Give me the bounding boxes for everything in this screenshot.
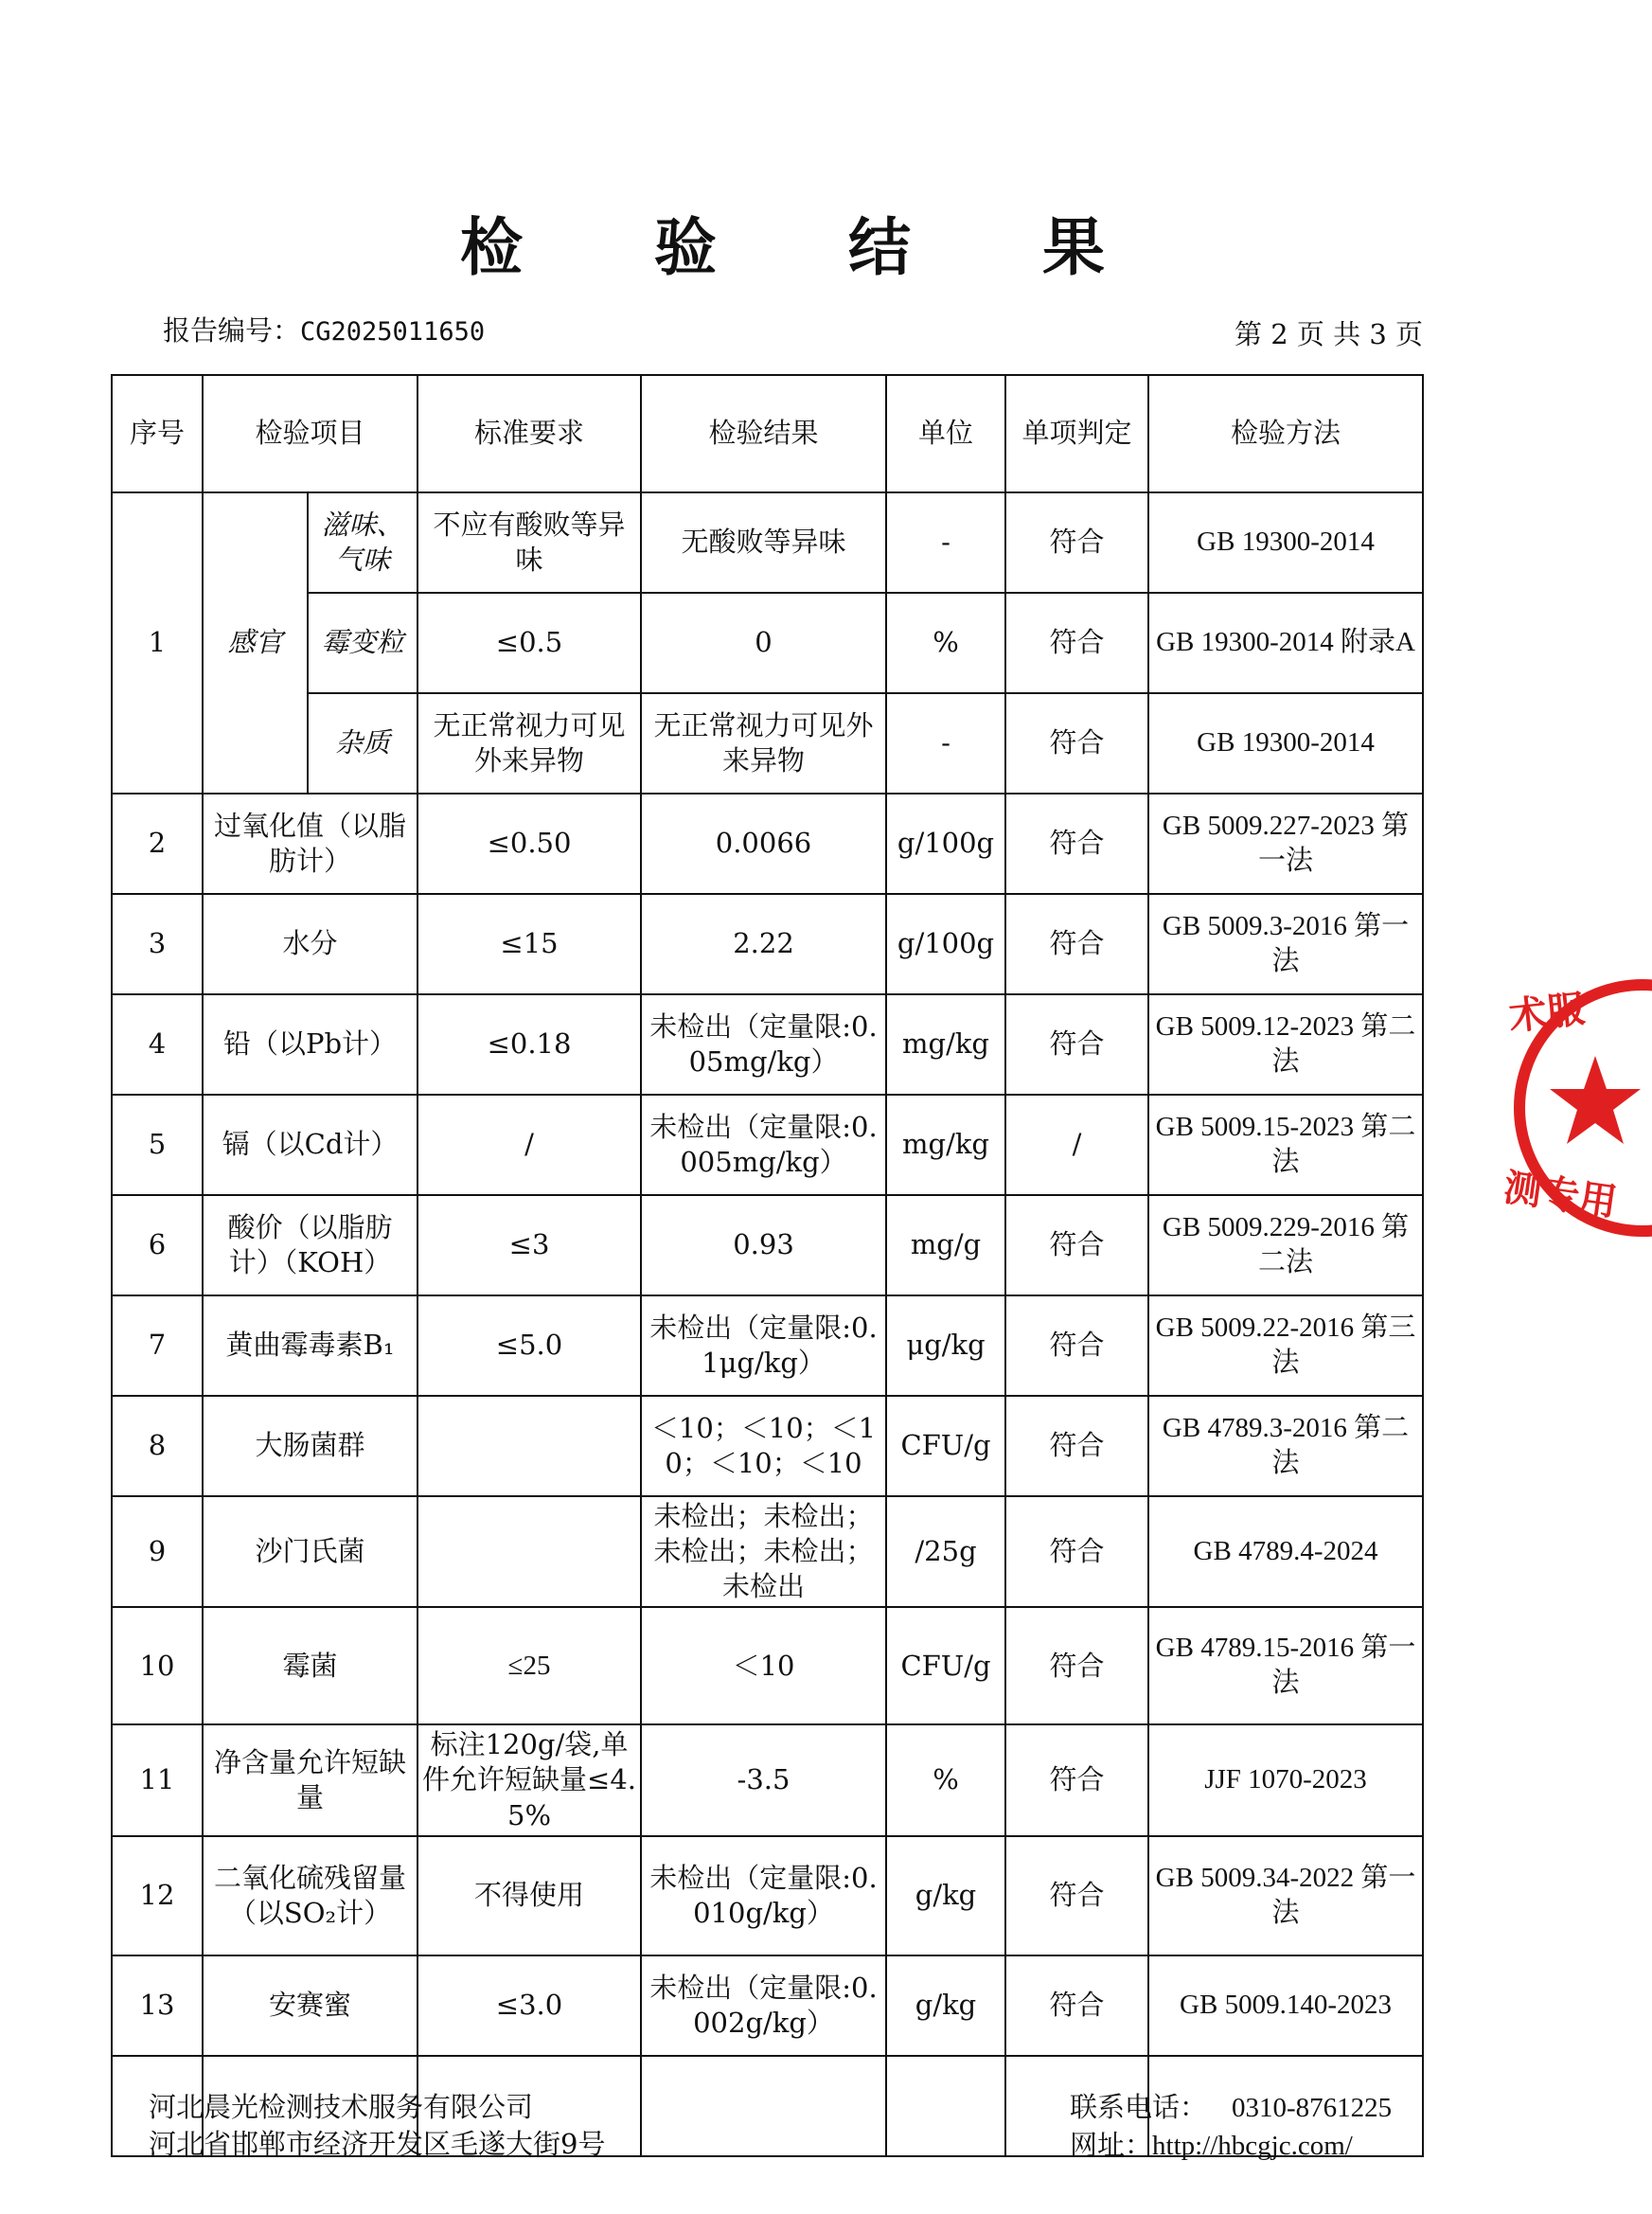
judgement: 符合: [1005, 1724, 1148, 1835]
row-no: 4: [112, 994, 203, 1095]
unit: g/100g: [886, 894, 1005, 994]
sub-item: 滋味、气味: [308, 492, 417, 593]
judgement: 符合: [1005, 894, 1148, 994]
result: 2.22: [641, 894, 886, 994]
report-number-value: CG2025011650: [300, 317, 486, 347]
table-row: [112, 1607, 1423, 1724]
item: [203, 1396, 417, 1496]
table-row: [112, 1955, 1423, 2056]
judgement: 符合: [1005, 593, 1148, 693]
result: 未检出（定量限:0.1μg/kg）: [641, 1295, 886, 1396]
footer-phone-label: 联系电话：: [1070, 2091, 1208, 2123]
unit: mg/kg: [886, 1095, 1005, 1195]
requirement: ≤0.5: [417, 593, 641, 693]
result: 0: [641, 593, 886, 693]
judgement: 符合: [1005, 794, 1148, 894]
method: GB 19300-2014: [1148, 693, 1423, 794]
item: 铅（以Pb计）: [203, 994, 417, 1095]
requirement: 不得使用: [417, 1836, 641, 1955]
seal-stamp: [1501, 966, 1652, 1250]
row-no: 8: [112, 1396, 203, 1496]
requirement: ≤5.0: [417, 1295, 641, 1396]
requirement: ≤3: [417, 1195, 641, 1295]
unit: CFU/g: [886, 1607, 1005, 1724]
unit: -: [886, 693, 1005, 794]
seal-text-bottom: 测专用: [1501, 1166, 1620, 1225]
item: 过氧化值（以脂肪计）: [203, 794, 417, 894]
judgement: 符合: [1005, 1955, 1148, 2056]
header-item: 检验项目: [203, 375, 417, 492]
result: 未检出（定量限:0.05mg/kg）: [641, 994, 886, 1095]
header-judgement: 单项判定: [1005, 375, 1148, 492]
requirement: ≤25: [417, 1607, 641, 1724]
unit: %: [886, 593, 1005, 693]
result: 未检出（定量限:0.005mg/kg）: [641, 1095, 886, 1195]
table-row: [112, 794, 1423, 894]
table-header-row: [112, 375, 1423, 492]
item: 安赛蜜: [203, 1955, 417, 2056]
unit: g/100g: [886, 794, 1005, 894]
header-no: 序号: [112, 375, 203, 492]
table-row: [112, 894, 1423, 994]
row-no: 3: [112, 894, 203, 994]
row-no: 6: [112, 1195, 203, 1295]
result: ＜10: [641, 1607, 886, 1724]
item: 黄曲霉毒素B₁: [203, 1295, 417, 1396]
table-row: [112, 593, 1423, 693]
table-row: [112, 994, 1423, 1095]
judgement: 符合: [1005, 1836, 1148, 1955]
method: GB 4789.3-2016 第二法: [1148, 1396, 1423, 1496]
result: [641, 2056, 886, 2156]
judgement: 符合: [1005, 994, 1148, 1095]
row-no: 7: [112, 1295, 203, 1396]
requirement: /: [417, 1095, 641, 1195]
header-unit: 单位: [886, 375, 1005, 492]
judgement: /: [1005, 1095, 1148, 1195]
requirement: ≤3.0: [417, 1955, 641, 2056]
unit: mg/kg: [886, 994, 1005, 1095]
requirement: [417, 1396, 641, 1496]
footer-web-label: 网址：: [1070, 2129, 1153, 2162]
unit: g/kg: [886, 1955, 1005, 2056]
method: GB 5009.229-2016 第二法: [1148, 1195, 1423, 1295]
requirement: 标注120g/袋,单件允许短缺量≤4.5%: [417, 1724, 641, 1835]
result: -3.5: [641, 1724, 886, 1835]
method: GB 4789.4-2024: [1148, 1496, 1423, 1607]
requirement: ≤0.18: [417, 994, 641, 1095]
results-table: [111, 374, 1424, 2157]
table-row: [112, 1295, 1423, 1396]
unit: [886, 2056, 1005, 2156]
requirement: 无正常视力可见外来异物: [417, 693, 641, 794]
item: 酸价（以脂肪计）（KOH）: [203, 1195, 417, 1295]
report-number-label: 报告编号：: [163, 314, 301, 347]
row-no: 9: [112, 1496, 203, 1607]
item: 镉（以Cd计）: [203, 1095, 417, 1195]
result: 0.93: [641, 1195, 886, 1295]
item-text: 大肠菌群: [255, 1429, 365, 1462]
unit: -: [886, 492, 1005, 593]
item: 沙门氏菌: [203, 1496, 417, 1607]
seal-text-top: 术服: [1506, 988, 1588, 1040]
unit: %: [886, 1724, 1005, 1835]
row-no: 2: [112, 794, 203, 894]
item: 霉菌: [203, 1607, 417, 1724]
row-no: 11: [112, 1724, 203, 1835]
row-no: 12: [112, 1836, 203, 1955]
page-info: 第 2 页 共 3 页: [1235, 318, 1423, 350]
result: 未检出（定量限:0.010g/kg）: [641, 1836, 886, 1955]
group-name: 感官: [203, 492, 308, 794]
footer-web-line: [1070, 2127, 1392, 2165]
header-requirement: 标准要求: [417, 375, 641, 492]
result: 无酸败等异味: [641, 492, 886, 593]
result: 无正常视力可见外来异物: [641, 693, 886, 794]
judgement: 符合: [1005, 1295, 1148, 1396]
item: 净含量允许短缺量: [203, 1724, 417, 1835]
table-row: [112, 1396, 1423, 1496]
result: 未检出；未检出；未检出；未检出；未检出: [641, 1496, 886, 1607]
item: 水分: [203, 894, 417, 994]
row-no: 13: [112, 1955, 203, 2056]
method: GB 5009.227-2023 第一法: [1148, 794, 1423, 894]
table-row: [112, 693, 1423, 794]
method: GB 5009.34-2022 第一法: [1148, 1836, 1423, 1955]
footer-contact-block: [1070, 2089, 1392, 2165]
sub-item: 杂质: [308, 693, 417, 794]
requirement: 不应有酸败等异味: [417, 492, 641, 593]
sub-item: 霉变粒: [308, 593, 417, 693]
table-row: [112, 1836, 1423, 1955]
judgement: 符合: [1005, 1195, 1148, 1295]
method: GB 19300-2014 附录A: [1148, 593, 1423, 693]
header-method: 检验方法: [1148, 375, 1423, 492]
footer-company-block: [149, 2089, 605, 2163]
item: 二氧化硫残留量（以SO₂计）: [203, 1836, 417, 1955]
result: ＜10；＜10；＜10；＜10；＜10: [641, 1396, 886, 1496]
table-row: [112, 1095, 1423, 1195]
method: GB 5009.3-2016 第一法: [1148, 894, 1423, 994]
page-title: 检 验 结 果: [460, 210, 1160, 284]
method: GB 5009.15-2023 第二法: [1148, 1095, 1423, 1195]
method: GB 4789.15-2016 第一法: [1148, 1607, 1423, 1724]
seal-star-icon: [1550, 1056, 1641, 1144]
row-no: 10: [112, 1607, 203, 1724]
judgement: 符合: [1005, 1496, 1148, 1607]
method: GB 5009.22-2016 第三法: [1148, 1295, 1423, 1396]
report-number: [163, 310, 485, 348]
header-result: 检验结果: [641, 375, 886, 492]
judgement: 符合: [1005, 693, 1148, 794]
footer-address: 河北省邯郸市经济开发区毛遂大街9号: [149, 2128, 606, 2161]
judgement: 符合: [1005, 492, 1148, 593]
table-row: [112, 1195, 1423, 1295]
result: 0.0066: [641, 794, 886, 894]
footer-company: 河北晨光检测技术服务有限公司: [149, 2091, 534, 2123]
judgement: 符合: [1005, 1607, 1148, 1724]
footer-web: http://hbcgjc.com/: [1152, 2131, 1353, 2162]
requirement: [417, 1496, 641, 1607]
row-no: 1: [112, 492, 203, 794]
footer-phone-line: [1070, 2089, 1392, 2127]
unit: mg/g: [886, 1195, 1005, 1295]
unit: μg/kg: [886, 1295, 1005, 1396]
footer-phone: 0310-8761225: [1232, 2093, 1393, 2123]
result: 未检出（定量限:0.002g/kg）: [641, 1955, 886, 2056]
unit: /25g: [886, 1496, 1005, 1607]
table-row: [112, 492, 1423, 593]
method: GB 5009.140-2023: [1148, 1955, 1423, 2056]
table-row: [112, 1496, 1423, 1607]
row-no: 5: [112, 1095, 203, 1195]
judgement: 符合: [1005, 1396, 1148, 1496]
requirement: ≤15: [417, 894, 641, 994]
unit: CFU/g: [886, 1396, 1005, 1496]
method: GB 19300-2014: [1148, 492, 1423, 593]
unit: g/kg: [886, 1836, 1005, 1955]
method: GB 5009.12-2023 第二法: [1148, 994, 1423, 1095]
table-row: [112, 1724, 1423, 1835]
requirement: ≤0.50: [417, 794, 641, 894]
method: JJF 1070-2023: [1148, 1724, 1423, 1835]
